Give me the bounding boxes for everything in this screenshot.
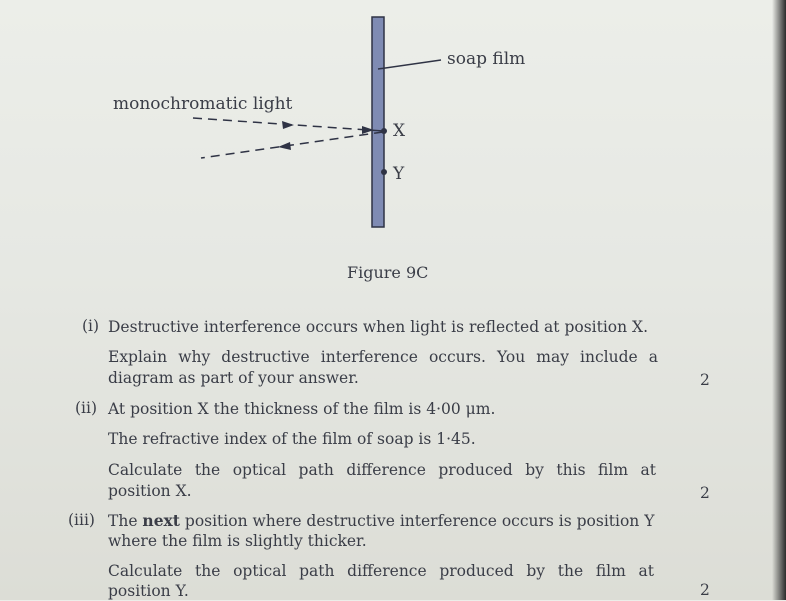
- soap-film: [372, 17, 384, 227]
- figure-9c-drawing: [0, 0, 786, 300]
- question-text-part: position where destructive interference occurs is position Y: [179, 512, 655, 530]
- question-text: [108, 511, 668, 531]
- reflected-arrow-icon: [278, 142, 291, 150]
- light-label: monochromatic light: [113, 94, 293, 114]
- reflected-ray: [201, 132, 383, 158]
- question-text-part: The: [108, 512, 143, 530]
- question-text-bold: next: [142, 511, 180, 530]
- soap-film-leader: [378, 60, 441, 69]
- question-text: Destructive interference occurs when light is reflected at position X.: [108, 318, 648, 336]
- marks-value: 2: [700, 484, 710, 502]
- question-text: The refractive index of the film of soap is 1·45.: [108, 430, 476, 448]
- question-number: (iii): [68, 511, 95, 529]
- question-text: At position X the thickness of the film is 4·00 μm.: [108, 400, 496, 418]
- question-text: Explain why destructive interference occurs. You may include a: [108, 348, 658, 366]
- figure-caption: Figure 9C: [347, 263, 429, 282]
- soap-film-label: soap film: [447, 49, 526, 69]
- question-text: position Y.: [108, 582, 189, 600]
- question-text: diagram as part of your answer.: [108, 369, 359, 387]
- y-label: Y: [393, 164, 405, 184]
- question-text: Calculate the optical path difference produced by the film at: [108, 562, 654, 580]
- question-text: where the film is slightly thicker.: [108, 532, 367, 550]
- marks-value: 2: [700, 371, 710, 389]
- question-number: (i): [82, 317, 100, 335]
- x-label: X: [393, 121, 406, 141]
- question-text: Calculate the optical path difference produced by this film at: [108, 461, 656, 479]
- figure-9c: [0, 0, 786, 300]
- point-x-icon: [381, 128, 387, 134]
- question-number: (ii): [75, 399, 98, 417]
- marks-value: 2: [700, 581, 710, 599]
- question-text: position X.: [108, 482, 192, 500]
- incident-arrow-icon: [282, 121, 294, 129]
- point-y-icon: [381, 169, 387, 175]
